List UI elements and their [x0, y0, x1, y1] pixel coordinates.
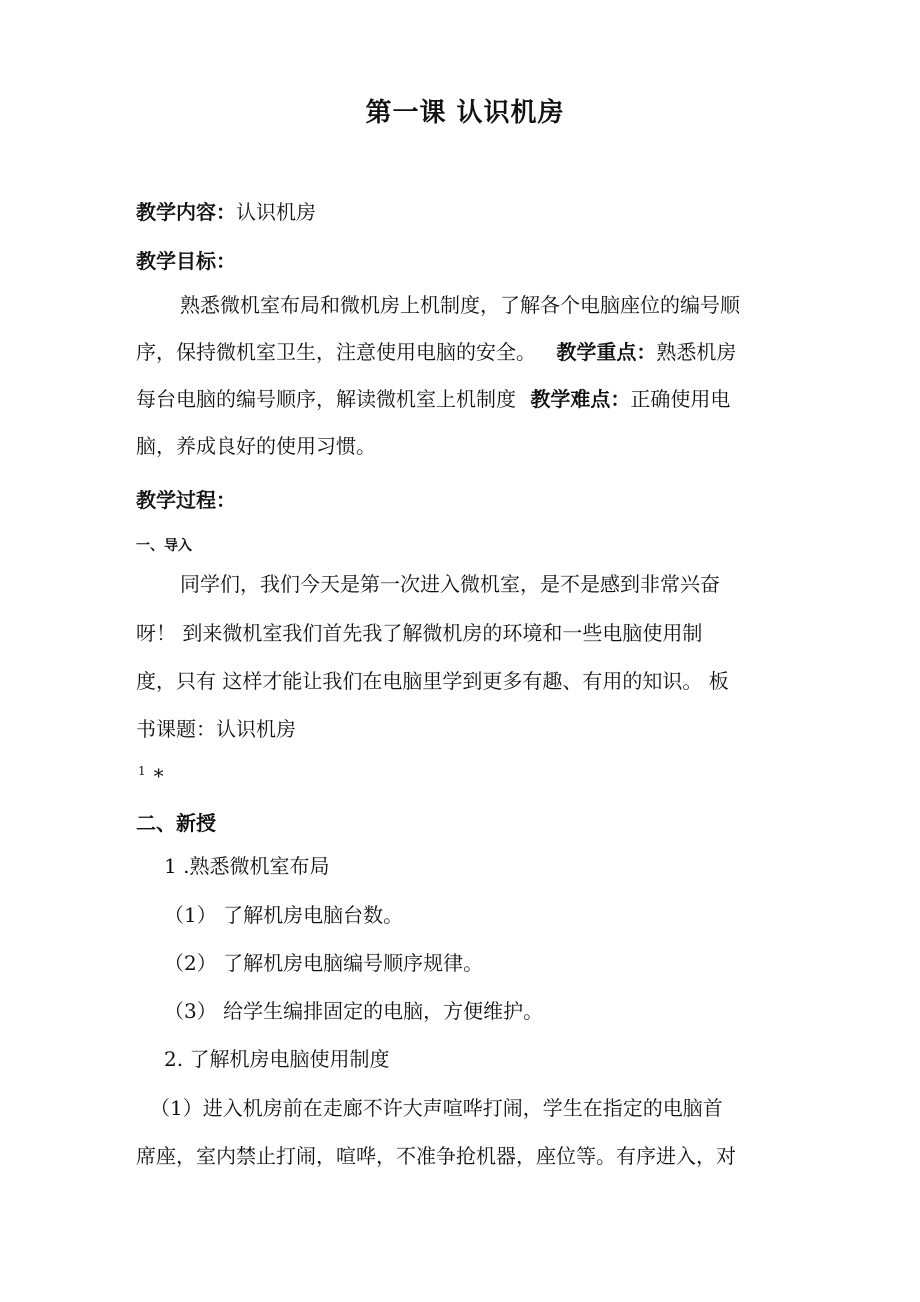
goal-text-2: 序，保持微机室卫生，注意使用电脑的安全。: [136, 340, 536, 364]
page-title: 第一课 认识机房: [365, 98, 565, 128]
intro-line-3: 度，只有 这样才能让我们在电脑里学到更多有趣、有用的知识。 板: [136, 669, 729, 693]
goal-line-3: [136, 376, 730, 423]
section-2-title: 2. 了解机房电脑使用制度: [164, 1047, 390, 1071]
goal-line-1: 熟悉微机室布局和微机房上机制度，了解各个电脑座位的编号顺: [180, 293, 740, 317]
teaching-content-value: 认识机房: [236, 200, 316, 224]
intro-line-1: 同学们，我们今天是第一次进入微机室，是不是感到非常兴奋: [180, 572, 720, 596]
key-point-value: 熟悉机房: [656, 340, 737, 364]
goal-line-2: [136, 329, 736, 376]
section-1-item-1: （1） 了解机房电脑台数。: [164, 903, 404, 927]
teaching-process-label: 教学过程：: [136, 488, 236, 512]
intro-line-2: 呀！ 到来微机室我们首先我了解微机房的环境和一些电脑使用制: [136, 621, 703, 645]
goal-text-3: 每台电脑的编号顺序，解读微机室上机制度: [136, 387, 516, 411]
key-point-label: 教学重点：: [556, 340, 657, 364]
footnote-star: *: [153, 764, 164, 788]
section-1-item-3: （3） 给学生编排固定的电脑，方便维护。: [164, 999, 544, 1023]
section-1-item-2: （2） 了解机房电脑编号顺序规律。: [164, 951, 484, 975]
new-lesson-heading: 二、新授: [136, 811, 216, 835]
intro-line-4: 书课题：认识机房: [136, 717, 296, 741]
teaching-content-label: 教学内容：: [136, 200, 236, 224]
teaching-content-row: [136, 196, 316, 225]
difficulty-value: 正确使用电: [630, 387, 731, 411]
section-2-item-1-line-2: 席座，室内禁止打闹，喧哗，不准争抢机器，座位等。有序进入，对: [136, 1144, 736, 1168]
teaching-goal-label: 教学目标：: [136, 249, 236, 273]
difficulty-label: 教学难点：: [530, 387, 631, 411]
footnote-number: 1: [138, 764, 146, 778]
goal-line-4: 脑，养成良好的使用习惯。: [136, 434, 376, 458]
footnote-marker: [138, 764, 164, 788]
section-2-item-1-line-1: （1）进入机房前在走廊不许大声喧哗打闹，学生在指定的电脑首: [150, 1096, 723, 1120]
section-1-title: 1 .熟悉微机室布局: [164, 854, 330, 878]
intro-heading: 一、导入: [136, 538, 192, 554]
